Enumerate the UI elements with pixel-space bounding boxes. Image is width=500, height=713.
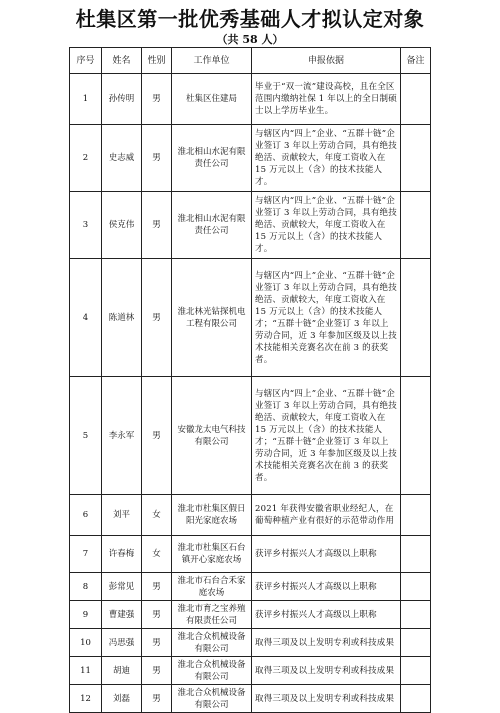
row-note bbox=[401, 74, 431, 125]
page-subtitle: （共 58 人） bbox=[216, 33, 284, 46]
table-row bbox=[70, 536, 431, 573]
header-basis: 申报依据 bbox=[252, 48, 401, 74]
candidate-table bbox=[69, 47, 431, 713]
row-note bbox=[401, 495, 431, 536]
row-unit: 杜集区住建局 bbox=[172, 74, 252, 125]
table-row bbox=[70, 125, 431, 192]
row-unit: 淮北市育之宝养殖有限责任公司 bbox=[172, 601, 252, 629]
row-basis: 2021 年获得安徽省职业经纪人，在葡萄种植产业有很好的示范带动作用 bbox=[252, 495, 401, 536]
table-row bbox=[70, 74, 431, 125]
row-basis: 取得三项及以上发明专利或科技成果 bbox=[252, 629, 401, 657]
row-note bbox=[401, 657, 431, 685]
header-unit: 工作单位 bbox=[172, 48, 252, 74]
row-basis: 获评乡村振兴人才高级以上职称 bbox=[252, 573, 401, 601]
row-name: 史志威 bbox=[102, 125, 142, 192]
page-title: 杜集区第一批优秀基础人才拟认定对象 bbox=[75, 7, 425, 31]
row-note bbox=[401, 192, 431, 259]
row-no: 7 bbox=[70, 536, 102, 573]
row-unit: 淮北合众机械设备有限公司 bbox=[172, 657, 252, 685]
row-basis: 取得三项及以上发明专利或科技成果 bbox=[252, 685, 401, 713]
row-no: 5 bbox=[70, 377, 102, 495]
row-basis: 取得三项及以上发明专利或科技成果 bbox=[252, 657, 401, 685]
row-unit: 安徽龙太电气科技有限公司 bbox=[172, 377, 252, 495]
row-sex: 男 bbox=[142, 573, 172, 601]
row-no: 3 bbox=[70, 192, 102, 259]
row-note bbox=[401, 573, 431, 601]
header-name: 姓名 bbox=[102, 48, 142, 74]
row-no: 9 bbox=[70, 601, 102, 629]
row-name: 李永军 bbox=[102, 377, 142, 495]
row-unit: 淮北合众机械设备有限公司 bbox=[172, 629, 252, 657]
table-row bbox=[70, 573, 431, 601]
row-name: 刘磊 bbox=[102, 685, 142, 713]
row-unit: 淮北市杜集区假日阳光家庭农场 bbox=[172, 495, 252, 536]
row-sex: 男 bbox=[142, 192, 172, 259]
row-sex: 男 bbox=[142, 125, 172, 192]
row-no: 12 bbox=[70, 685, 102, 713]
row-sex: 男 bbox=[142, 377, 172, 495]
row-sex: 男 bbox=[142, 685, 172, 713]
table-row bbox=[70, 657, 431, 685]
row-sex: 男 bbox=[142, 601, 172, 629]
row-name: 侯克伟 bbox=[102, 192, 142, 259]
table-header-row bbox=[70, 48, 431, 74]
row-sex: 男 bbox=[142, 259, 172, 377]
row-sex: 男 bbox=[142, 629, 172, 657]
row-sex: 女 bbox=[142, 536, 172, 573]
row-name: 彭常见 bbox=[102, 573, 142, 601]
row-no: 8 bbox=[70, 573, 102, 601]
row-basis: 毕业于“双一流”建设高校，且在全区范围内缴纳社保 1 年以上的全日制硕士以上学历毕业生。 bbox=[252, 74, 401, 125]
header-no: 序号 bbox=[70, 48, 102, 74]
row-unit: 淮北林光钻探机电工程有限公司 bbox=[172, 259, 252, 377]
row-unit: 淮北市石台合禾家庭农场 bbox=[172, 573, 252, 601]
row-sex: 男 bbox=[142, 657, 172, 685]
row-name: 许春梅 bbox=[102, 536, 142, 573]
row-name: 胡迪 bbox=[102, 657, 142, 685]
header-note: 备注 bbox=[401, 48, 431, 74]
row-name: 曹建强 bbox=[102, 601, 142, 629]
row-note bbox=[401, 536, 431, 573]
header-sex: 性别 bbox=[142, 48, 172, 74]
row-basis: 获评乡村振兴人才高级以上职称 bbox=[252, 601, 401, 629]
row-note bbox=[401, 601, 431, 629]
row-basis: 与辖区内“四上”企业、“五群十链”企业签订 3 年以上劳动合同，具有绝技绝活、贡献较大，年度工资收入在 15 万元以上（含）的技术技能人才。 bbox=[252, 125, 401, 192]
row-name: 孙传明 bbox=[102, 74, 142, 125]
row-note bbox=[401, 685, 431, 713]
row-unit: 淮北合众机械设备有限公司 bbox=[172, 685, 252, 713]
row-no: 6 bbox=[70, 495, 102, 536]
row-sex: 男 bbox=[142, 74, 172, 125]
table-row bbox=[70, 377, 431, 495]
row-sex: 女 bbox=[142, 495, 172, 536]
row-note bbox=[401, 259, 431, 377]
row-unit: 淮北相山水泥有限责任公司 bbox=[172, 192, 252, 259]
table-row bbox=[70, 259, 431, 377]
row-basis: 与辖区内“四上”企业、“五群十链”企业签订 3 年以上劳动合同，具有绝技绝活、贡献较大，年度工资收入在 15 万元以上（含）的技术技能人才；“五群十链”企业签订 3 年以上劳动合同，近 3 年参加区级及以上技术技能相关竞赛名次在前 3 的获奖者。 bbox=[252, 377, 401, 495]
row-basis: 与辖区内“四上”企业、“五群十链”企业签订 3 年以上劳动合同，具有绝技绝活、贡献较大，年度工资收入在 15 万元以上（含）的技术技能人才；“五群十链”企业签订 3 年以上劳动合同，近 3 年参加区级及以上技术技能相关竞赛名次在前 3 的获奖者。 bbox=[252, 259, 401, 377]
row-basis: 与辖区内“四上”企业、“五群十链”企业签订 3 年以上劳动合同，具有绝技绝活、贡献较大，年度工资收入在 15 万元以上（含）的技术技能人才。 bbox=[252, 192, 401, 259]
row-name: 刘平 bbox=[102, 495, 142, 536]
row-unit: 淮北市杜集区石台镇开心家庭农场 bbox=[172, 536, 252, 573]
row-unit: 淮北相山水泥有限责任公司 bbox=[172, 125, 252, 192]
row-no: 1 bbox=[70, 74, 102, 125]
row-no: 10 bbox=[70, 629, 102, 657]
table-row bbox=[70, 601, 431, 629]
table-row bbox=[70, 629, 431, 657]
row-note bbox=[401, 125, 431, 192]
row-no: 4 bbox=[70, 259, 102, 377]
row-no: 11 bbox=[70, 657, 102, 685]
row-note bbox=[401, 377, 431, 495]
row-note bbox=[401, 629, 431, 657]
row-name: 冯思强 bbox=[102, 629, 142, 657]
table-row bbox=[70, 495, 431, 536]
row-no: 2 bbox=[70, 125, 102, 192]
table-row bbox=[70, 685, 431, 713]
row-name: 陈道林 bbox=[102, 259, 142, 377]
table-row bbox=[70, 192, 431, 259]
row-basis: 获评乡村振兴人才高级以上职称 bbox=[252, 536, 401, 573]
